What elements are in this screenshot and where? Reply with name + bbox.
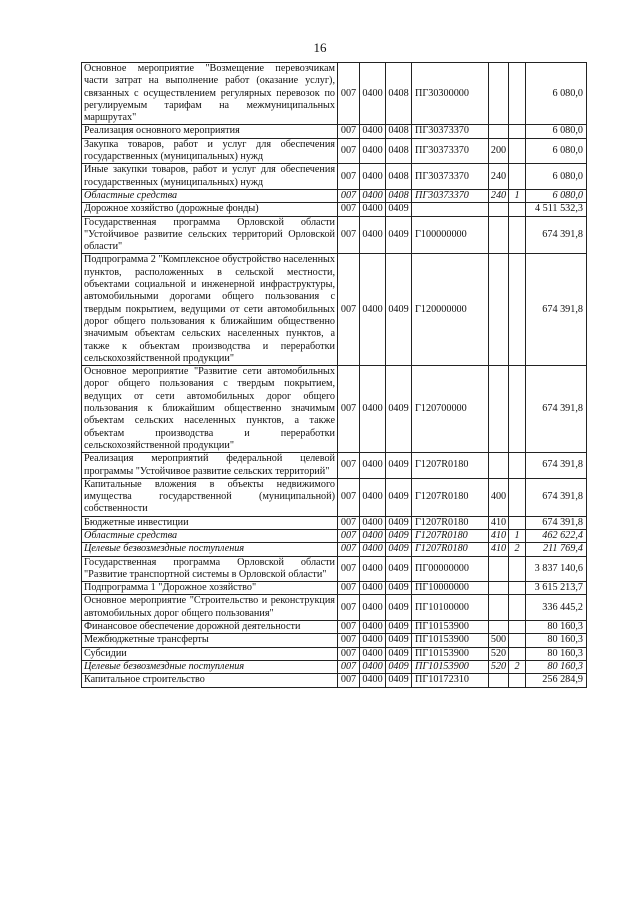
table-row bbox=[82, 164, 587, 190]
row-section: 0400 bbox=[360, 189, 386, 202]
row-expense-type: 410 bbox=[489, 543, 509, 556]
row-expense-type: 410 bbox=[489, 516, 509, 529]
row-section: 0400 bbox=[360, 556, 386, 582]
row-amount: 6 080,0 bbox=[526, 164, 587, 190]
table-row bbox=[82, 543, 587, 556]
row-amount: 3 615 213,7 bbox=[526, 582, 587, 595]
row-target-article bbox=[412, 203, 489, 216]
row-funding-source bbox=[509, 621, 526, 634]
row-grbs: 007 bbox=[338, 595, 360, 621]
row-target-article: Г1207R0180 bbox=[412, 529, 489, 542]
row-name: Бюджетные инвестиции bbox=[82, 516, 338, 529]
row-funding-source bbox=[509, 125, 526, 138]
row-subsection: 0409 bbox=[386, 478, 412, 516]
row-name: Дорожное хозяйство (дорожные фонды) bbox=[82, 203, 338, 216]
table-row bbox=[82, 125, 587, 138]
row-amount: 6 080,0 bbox=[526, 138, 587, 164]
row-name: Государственная программа Орловской области "Развитие транспортной системы в Орловской области" bbox=[82, 556, 338, 582]
row-grbs: 007 bbox=[338, 543, 360, 556]
row-target-article: ПГ10153900 bbox=[412, 621, 489, 634]
row-grbs: 007 bbox=[338, 660, 360, 673]
row-section: 0400 bbox=[360, 216, 386, 254]
row-expense-type: 240 bbox=[489, 189, 509, 202]
table-row bbox=[82, 216, 587, 254]
row-section: 0400 bbox=[360, 254, 386, 366]
row-funding-source: 2 bbox=[509, 660, 526, 673]
row-section: 0400 bbox=[360, 63, 386, 125]
row-amount: 674 391,8 bbox=[526, 516, 587, 529]
row-name: Основное мероприятие "Развитие сети автомобильных дорог общего пользования с твердым покрытием, ведущих от сети автомобильных дорог общего пользования к ближайшим общественно значимым объектам сельских населенных пунктов, а также объектам производства и переработки сельскохозяйственной продукции" bbox=[82, 366, 338, 453]
row-name: Подпрограмма 1 "Дорожное хозяйство" bbox=[82, 582, 338, 595]
row-subsection: 0409 bbox=[386, 366, 412, 453]
row-amount: 3 837 140,6 bbox=[526, 556, 587, 582]
row-section: 0400 bbox=[360, 516, 386, 529]
row-expense-type bbox=[489, 595, 509, 621]
table-body bbox=[82, 63, 587, 688]
row-expense-type: 400 bbox=[489, 478, 509, 516]
row-funding-source bbox=[509, 478, 526, 516]
row-amount: 462 622,4 bbox=[526, 529, 587, 542]
row-grbs: 007 bbox=[338, 366, 360, 453]
row-target-article: ПГ30300000 bbox=[412, 63, 489, 125]
row-name: Реализация основного мероприятия bbox=[82, 125, 338, 138]
row-funding-source bbox=[509, 647, 526, 660]
row-subsection: 0409 bbox=[386, 674, 412, 687]
row-funding-source bbox=[509, 595, 526, 621]
budget-table bbox=[81, 62, 587, 688]
row-amount: 80 160,3 bbox=[526, 660, 587, 673]
row-expense-type bbox=[489, 674, 509, 687]
row-name: Основное мероприятие "Возмещение перевозчикам части затрат на выполнение работ (оказание услуг), связанных с осуществлением регулярных перевозок по регулируемым тарифам на межмуниципальных маршрутах" bbox=[82, 63, 338, 125]
row-target-article: ПГ00000000 bbox=[412, 556, 489, 582]
row-expense-type: 410 bbox=[489, 529, 509, 542]
table-row bbox=[82, 138, 587, 164]
row-expense-type: 200 bbox=[489, 138, 509, 164]
row-expense-type bbox=[489, 556, 509, 582]
row-name: Межбюджетные трансферты bbox=[82, 634, 338, 647]
row-amount: 80 160,3 bbox=[526, 621, 587, 634]
table-row bbox=[82, 621, 587, 634]
row-expense-type bbox=[489, 582, 509, 595]
row-name: Иные закупки товаров, работ и услуг для обеспечения государственных (муниципальных) нужд bbox=[82, 164, 338, 190]
row-funding-source bbox=[509, 366, 526, 453]
row-subsection: 0409 bbox=[386, 453, 412, 479]
row-grbs: 007 bbox=[338, 63, 360, 125]
row-subsection: 0409 bbox=[386, 634, 412, 647]
row-grbs: 007 bbox=[338, 516, 360, 529]
table-row bbox=[82, 660, 587, 673]
row-name: Целевые безвозмездные поступления bbox=[82, 543, 338, 556]
table-row bbox=[82, 634, 587, 647]
row-grbs: 007 bbox=[338, 203, 360, 216]
row-subsection: 0409 bbox=[386, 203, 412, 216]
row-grbs: 007 bbox=[338, 138, 360, 164]
row-expense-type bbox=[489, 203, 509, 216]
row-grbs: 007 bbox=[338, 216, 360, 254]
row-grbs: 007 bbox=[338, 674, 360, 687]
row-funding-source bbox=[509, 674, 526, 687]
row-amount: 80 160,3 bbox=[526, 634, 587, 647]
row-funding-source bbox=[509, 216, 526, 254]
row-name: Субсидии bbox=[82, 647, 338, 660]
row-target-article: Г120000000 bbox=[412, 254, 489, 366]
table-row bbox=[82, 647, 587, 660]
row-subsection: 0409 bbox=[386, 516, 412, 529]
row-expense-type: 520 bbox=[489, 660, 509, 673]
table-row bbox=[82, 674, 587, 687]
row-subsection: 0409 bbox=[386, 254, 412, 366]
row-subsection: 0409 bbox=[386, 543, 412, 556]
row-expense-type bbox=[489, 254, 509, 366]
row-funding-source bbox=[509, 254, 526, 366]
row-name: Финансовое обеспечение дорожной деятельности bbox=[82, 621, 338, 634]
row-subsection: 0409 bbox=[386, 621, 412, 634]
row-target-article: ПГ10153900 bbox=[412, 660, 489, 673]
row-amount: 674 391,8 bbox=[526, 254, 587, 366]
row-funding-source bbox=[509, 138, 526, 164]
row-funding-source bbox=[509, 164, 526, 190]
row-expense-type: 520 bbox=[489, 647, 509, 660]
row-subsection: 0409 bbox=[386, 216, 412, 254]
row-name: Капитальные вложения в объекты недвижимого имущества государственной (муниципальной) собственности bbox=[82, 478, 338, 516]
row-section: 0400 bbox=[360, 478, 386, 516]
row-expense-type: 240 bbox=[489, 164, 509, 190]
row-funding-source bbox=[509, 634, 526, 647]
table-row bbox=[82, 529, 587, 542]
row-expense-type bbox=[489, 216, 509, 254]
row-target-article: ПГ10153900 bbox=[412, 647, 489, 660]
row-funding-source: 1 bbox=[509, 529, 526, 542]
row-grbs: 007 bbox=[338, 647, 360, 660]
row-target-article: ПГ30373370 bbox=[412, 164, 489, 190]
row-amount: 80 160,3 bbox=[526, 647, 587, 660]
row-section: 0400 bbox=[360, 164, 386, 190]
table-row bbox=[82, 582, 587, 595]
row-amount: 674 391,8 bbox=[526, 453, 587, 479]
row-grbs: 007 bbox=[338, 125, 360, 138]
row-section: 0400 bbox=[360, 203, 386, 216]
row-grbs: 007 bbox=[338, 254, 360, 366]
row-subsection: 0408 bbox=[386, 164, 412, 190]
row-target-article: Г1207R0180 bbox=[412, 478, 489, 516]
row-subsection: 0408 bbox=[386, 138, 412, 164]
row-amount: 336 445,2 bbox=[526, 595, 587, 621]
row-funding-source bbox=[509, 516, 526, 529]
row-subsection: 0408 bbox=[386, 125, 412, 138]
row-section: 0400 bbox=[360, 582, 386, 595]
row-subsection: 0409 bbox=[386, 529, 412, 542]
row-amount: 674 391,8 bbox=[526, 478, 587, 516]
row-section: 0400 bbox=[360, 647, 386, 660]
row-expense-type bbox=[489, 63, 509, 125]
row-amount: 4 511 532,3 bbox=[526, 203, 587, 216]
row-name: Областные средства bbox=[82, 189, 338, 202]
row-section: 0400 bbox=[360, 595, 386, 621]
row-grbs: 007 bbox=[338, 582, 360, 595]
row-amount: 674 391,8 bbox=[526, 216, 587, 254]
row-grbs: 007 bbox=[338, 556, 360, 582]
row-target-article: Г100000000 bbox=[412, 216, 489, 254]
row-funding-source bbox=[509, 582, 526, 595]
row-grbs: 007 bbox=[338, 453, 360, 479]
row-name: Реализация мероприятий федеральной целевой программы "Устойчивое развитие сельских территорий" bbox=[82, 453, 338, 479]
row-subsection: 0409 bbox=[386, 647, 412, 660]
row-grbs: 007 bbox=[338, 621, 360, 634]
row-grbs: 007 bbox=[338, 529, 360, 542]
row-section: 0400 bbox=[360, 453, 386, 479]
row-expense-type bbox=[489, 366, 509, 453]
row-amount: 256 284,9 bbox=[526, 674, 587, 687]
row-grbs: 007 bbox=[338, 164, 360, 190]
row-target-article: Г120700000 bbox=[412, 366, 489, 453]
row-target-article: ПГ10000000 bbox=[412, 582, 489, 595]
row-subsection: 0408 bbox=[386, 63, 412, 125]
row-section: 0400 bbox=[360, 634, 386, 647]
row-target-article: Г1207R0180 bbox=[412, 543, 489, 556]
table-row bbox=[82, 254, 587, 366]
row-target-article: ПГ30373370 bbox=[412, 138, 489, 164]
row-expense-type: 500 bbox=[489, 634, 509, 647]
row-section: 0400 bbox=[360, 674, 386, 687]
row-expense-type bbox=[489, 125, 509, 138]
row-name: Подпрограмма 2 "Комплексное обустройство населенных пунктов, расположенных в сельской местности, объектами социальной и инженерной инфраструктуры, автомобильными дорогами общего пользования с твердым покрытием, ведущими от сети автомобильных дорог общего пользования к ближайшим общественно значимым объектам сельских населенных пунктов, а также к объектам производства и переработки сельскохозяйственной продукции" bbox=[82, 254, 338, 366]
row-section: 0400 bbox=[360, 366, 386, 453]
row-funding-source: 2 bbox=[509, 543, 526, 556]
row-name: Закупка товаров, работ и услуг для обеспечения государственных (муниципальных) нужд bbox=[82, 138, 338, 164]
row-target-article: ПГ10100000 bbox=[412, 595, 489, 621]
row-target-article: ПГ30373370 bbox=[412, 189, 489, 202]
row-amount: 211 769,4 bbox=[526, 543, 587, 556]
row-expense-type bbox=[489, 621, 509, 634]
row-section: 0400 bbox=[360, 543, 386, 556]
page-number: 16 bbox=[313, 40, 327, 55]
row-subsection: 0409 bbox=[386, 595, 412, 621]
row-subsection: 0408 bbox=[386, 189, 412, 202]
table-row bbox=[82, 366, 587, 453]
table-row bbox=[82, 516, 587, 529]
row-target-article: ПГ30373370 bbox=[412, 125, 489, 138]
row-funding-source bbox=[509, 63, 526, 125]
table-row bbox=[82, 556, 587, 582]
row-expense-type bbox=[489, 453, 509, 479]
table-row bbox=[82, 453, 587, 479]
row-subsection: 0409 bbox=[386, 556, 412, 582]
row-funding-source bbox=[509, 203, 526, 216]
table-row bbox=[82, 478, 587, 516]
row-name: Капитальное строительство bbox=[82, 674, 338, 687]
row-target-article: ПГ10172310 bbox=[412, 674, 489, 687]
row-subsection: 0409 bbox=[386, 582, 412, 595]
row-target-article: Г1207R0180 bbox=[412, 453, 489, 479]
table-row bbox=[82, 63, 587, 125]
row-amount: 6 080,0 bbox=[526, 63, 587, 125]
row-amount: 6 080,0 bbox=[526, 189, 587, 202]
row-name: Областные средства bbox=[82, 529, 338, 542]
row-funding-source: 1 bbox=[509, 189, 526, 202]
row-section: 0400 bbox=[360, 660, 386, 673]
row-grbs: 007 bbox=[338, 634, 360, 647]
row-grbs: 007 bbox=[338, 478, 360, 516]
row-name: Целевые безвозмездные поступления bbox=[82, 660, 338, 673]
row-section: 0400 bbox=[360, 529, 386, 542]
row-section: 0400 bbox=[360, 621, 386, 634]
table-row bbox=[82, 189, 587, 202]
row-amount: 6 080,0 bbox=[526, 125, 587, 138]
table-row bbox=[82, 595, 587, 621]
table-row bbox=[82, 203, 587, 216]
row-section: 0400 bbox=[360, 125, 386, 138]
row-target-article: Г1207R0180 bbox=[412, 516, 489, 529]
row-name: Государственная программа Орловской области "Устойчивое развитие сельских территорий Орловской области" bbox=[82, 216, 338, 254]
row-funding-source bbox=[509, 556, 526, 582]
row-grbs: 007 bbox=[338, 189, 360, 202]
row-funding-source bbox=[509, 453, 526, 479]
row-subsection: 0409 bbox=[386, 660, 412, 673]
row-name: Основное мероприятие "Строительство и реконструкция автомобильных дорог общего пользования" bbox=[82, 595, 338, 621]
row-target-article: ПГ10153900 bbox=[412, 634, 489, 647]
row-section: 0400 bbox=[360, 138, 386, 164]
row-amount: 674 391,8 bbox=[526, 366, 587, 453]
